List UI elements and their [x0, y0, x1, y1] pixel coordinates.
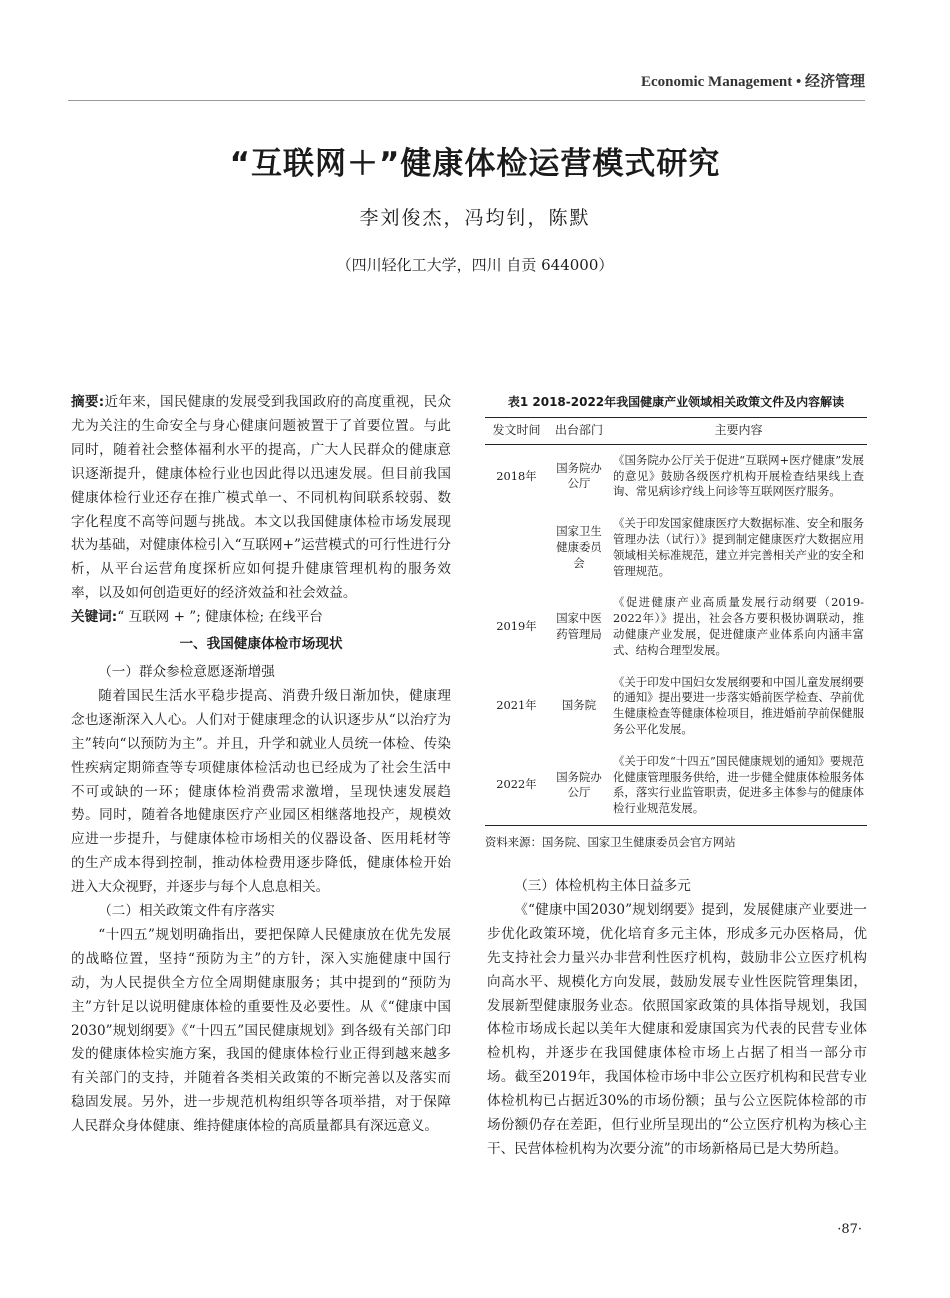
cell-content: 《国务院办公厅关于促进“互联网+医疗健康”发展的意见》鼓励各级医疗机构开展检查结果线上查询、常见病诊疗线上问诊等互联网医疗服务。 — [613, 452, 864, 499]
cell-year: 2021年 — [496, 698, 537, 713]
cell-dept: 国家卫生健康委员会 — [556, 524, 602, 570]
cell-dept: 国家中医药管理局 — [556, 611, 602, 641]
paragraph: “十四五”规划明确指出，要把保障人民健康放在优先发展的战略位置，坚持“预防为主”的方针，深入实施健康中国行动，为人民提供全方位全周期健康服务；其中提到的“预防为主”方针足以说明健康体检的重要性及必要性。从《“健康中国2030”规划纲要》《“十四五”国民健康规划》到各级有关部门印发的健康体检实施方案，我国的健康体检行业正得到越来越多有关部门的支持，并随着各类相关政策的不断完善以及落实而稳固发展。另外，进一步规范机构组织等各项举措，对于保障人民群众身体健康、维持健康体检的高质量都具有深远意义。 — [71, 926, 451, 1135]
column-header: 主要内容 — [610, 418, 867, 445]
section-heading: 一、我国健康体检市场现状 — [179, 636, 343, 653]
cell-dept: 国务院办公厅 — [548, 746, 610, 826]
table-row — [485, 444, 867, 508]
table-caption: 表1 2018-2022年我国健康产业领域相关政策文件及内容解读 — [507, 395, 845, 409]
cell-content: 《关于印发“十四五”国民健康规划的通知》要规范化健康管理服务供给，进一步健全健康体检服务体系，落实行业监管职责，促进多主体参与的健康体检行业规范发展。 — [610, 746, 867, 826]
cell-year: 2018年 — [496, 468, 537, 483]
keywords-text: “ 互联网 + ”; 健康体检; 在线平台 — [117, 609, 323, 626]
cell-content: 《关于印发中国妇女发展纲要和中国儿童发展纲要的通知》提出要进一步落实婚前医学检查、孕前优生健康检查等健康体检项目，推进婚前孕前保健服务公平化发展。 — [613, 674, 864, 736]
paragraph: 随着国民生活水平稳步提高、消费升级日渐加快，健康理念也逐渐深入人心。人们对于健康理念的认识逐步从“以治疗为主”转向“以预防为主”。并且，升学和就业人员统一体检、传染性疾病定期筛查等专项健康体检活动也已经成为了社会生活中不可或缺的一环；健康体检消费需求激增，呈现快速发展趋势。同时，随着各地健康医疗产业园区相继落地投产，规模效应进一步提升，与健康体检市场相关的仪器设备、医用耗材等的生产成本得到控制，推动体检费用逐步降低，健康体检开始进入大众视野，并逐步与每个人息息相关。 — [71, 687, 451, 896]
cell-year: 2022年 — [485, 746, 548, 826]
keywords — [71, 606, 451, 630]
cell-year — [485, 508, 548, 587]
running-head — [641, 70, 865, 91]
left-column — [71, 391, 451, 1139]
table-1 — [485, 393, 867, 850]
subsection-heading: （二）相关政策文件有序落实 — [98, 903, 275, 920]
table-row — [485, 746, 867, 826]
page-number: ·87· — [837, 1222, 862, 1237]
policy-table — [485, 417, 867, 826]
abstract-label: 摘要: — [71, 394, 105, 410]
table-row — [485, 667, 867, 746]
subsection-heading: （一）群众参检意愿逐渐增强 — [98, 663, 275, 680]
table-row — [485, 508, 867, 587]
keywords-label: 关键词: — [71, 609, 118, 626]
table-row — [485, 587, 867, 666]
cell-year: 2019年 — [496, 619, 537, 634]
journal-name-cn: 经济管理 — [804, 72, 865, 90]
table-header-row — [485, 418, 867, 445]
paragraph: 《“健康中国2030”规划纲要》提到，发展健康产业要进一步优化政策环境，优化培育多元主体，形成多元办医格局，优先支持社会力量兴办非营利性医疗机构，鼓励非公立医疗机构向高水平、规模化方向发展，鼓励发展专业性医院管理集团，发展新型健康服务业态。依照国家政策的具体指导规划，我国体检市场成长起以美年大健康和爱康国宾为代表的民营专业体检机构，并逐步在我国健康体检市场上占据了相当一部分市场。截至2019年，我国体检市场中非公立医疗机构和民营专业体检机构已占据近30%的市场份额；虽与公立医院体检部的市场份额仍存在差距，但行业所呈现出的“公立医疗机构为核心主干、民营体检机构为次要分流”的市场新格局已是大势所趋。 — [487, 901, 867, 1157]
abstract — [71, 391, 451, 606]
header-rule — [68, 100, 865, 101]
journal-name-en: Economic Management — [640, 74, 793, 90]
column-header: 出台部门 — [548, 418, 610, 445]
abstract-text: 近年来，国民健康的发展受到我国政府的高度重视，民众尤为关注的生命安全与身心健康问题被置于了首要位置。与此同时，随着社会整体福利水平的提高，广大人民群众的健康意识逐渐提升，健康体检行业也因此得以迅速发展。但目前我国健康体检行业还存在推广模式单一、不同机构间联系较弱、数字化程度不高等问题与挑战。本文以我国健康体检市场发展现状为基础，对健康体检引入“互联网+”运营模式的可行性进行分析，从平台运营角度探析应如何提升健康管理机构的服务效率，以及如何创造更好的经济效益和社会效益。 — [71, 394, 452, 602]
subsection-heading: （三）体检机构主体日益多元 — [514, 878, 691, 894]
authors: 李刘俊杰，冯均钊，陈默 — [359, 207, 591, 229]
right-column — [487, 875, 867, 1162]
cell-content: 《促进健康产业高质量发展行动纲要（2019-2022年）》提出，社会各方要积极协调联动，推动健康产业发展，促进健康产业体系向内涵丰富式、结构合理型发展。 — [613, 595, 864, 657]
cell-content: 《关于印发国家健康医疗大数据标准、安全和服务管理办法（试行）》提到制定健康医疗大数据应用领域相关标准规范，建立并完善相关产业的安全和管理规范。 — [613, 516, 864, 578]
cell-dept: 国务院办公厅 — [556, 460, 602, 491]
table-source: 资料来源：国务院、国家卫生健康委员会官方网站 — [485, 834, 736, 849]
cell-dept: 国务院 — [561, 698, 597, 713]
affiliation: （四川轻化工大学，四川 自贡 644000） — [336, 256, 614, 274]
header-separator: • — [795, 74, 802, 90]
paper-title: “互联网＋”健康体检运营模式研究 — [229, 146, 721, 182]
column-header: 发文时间 — [485, 418, 548, 445]
